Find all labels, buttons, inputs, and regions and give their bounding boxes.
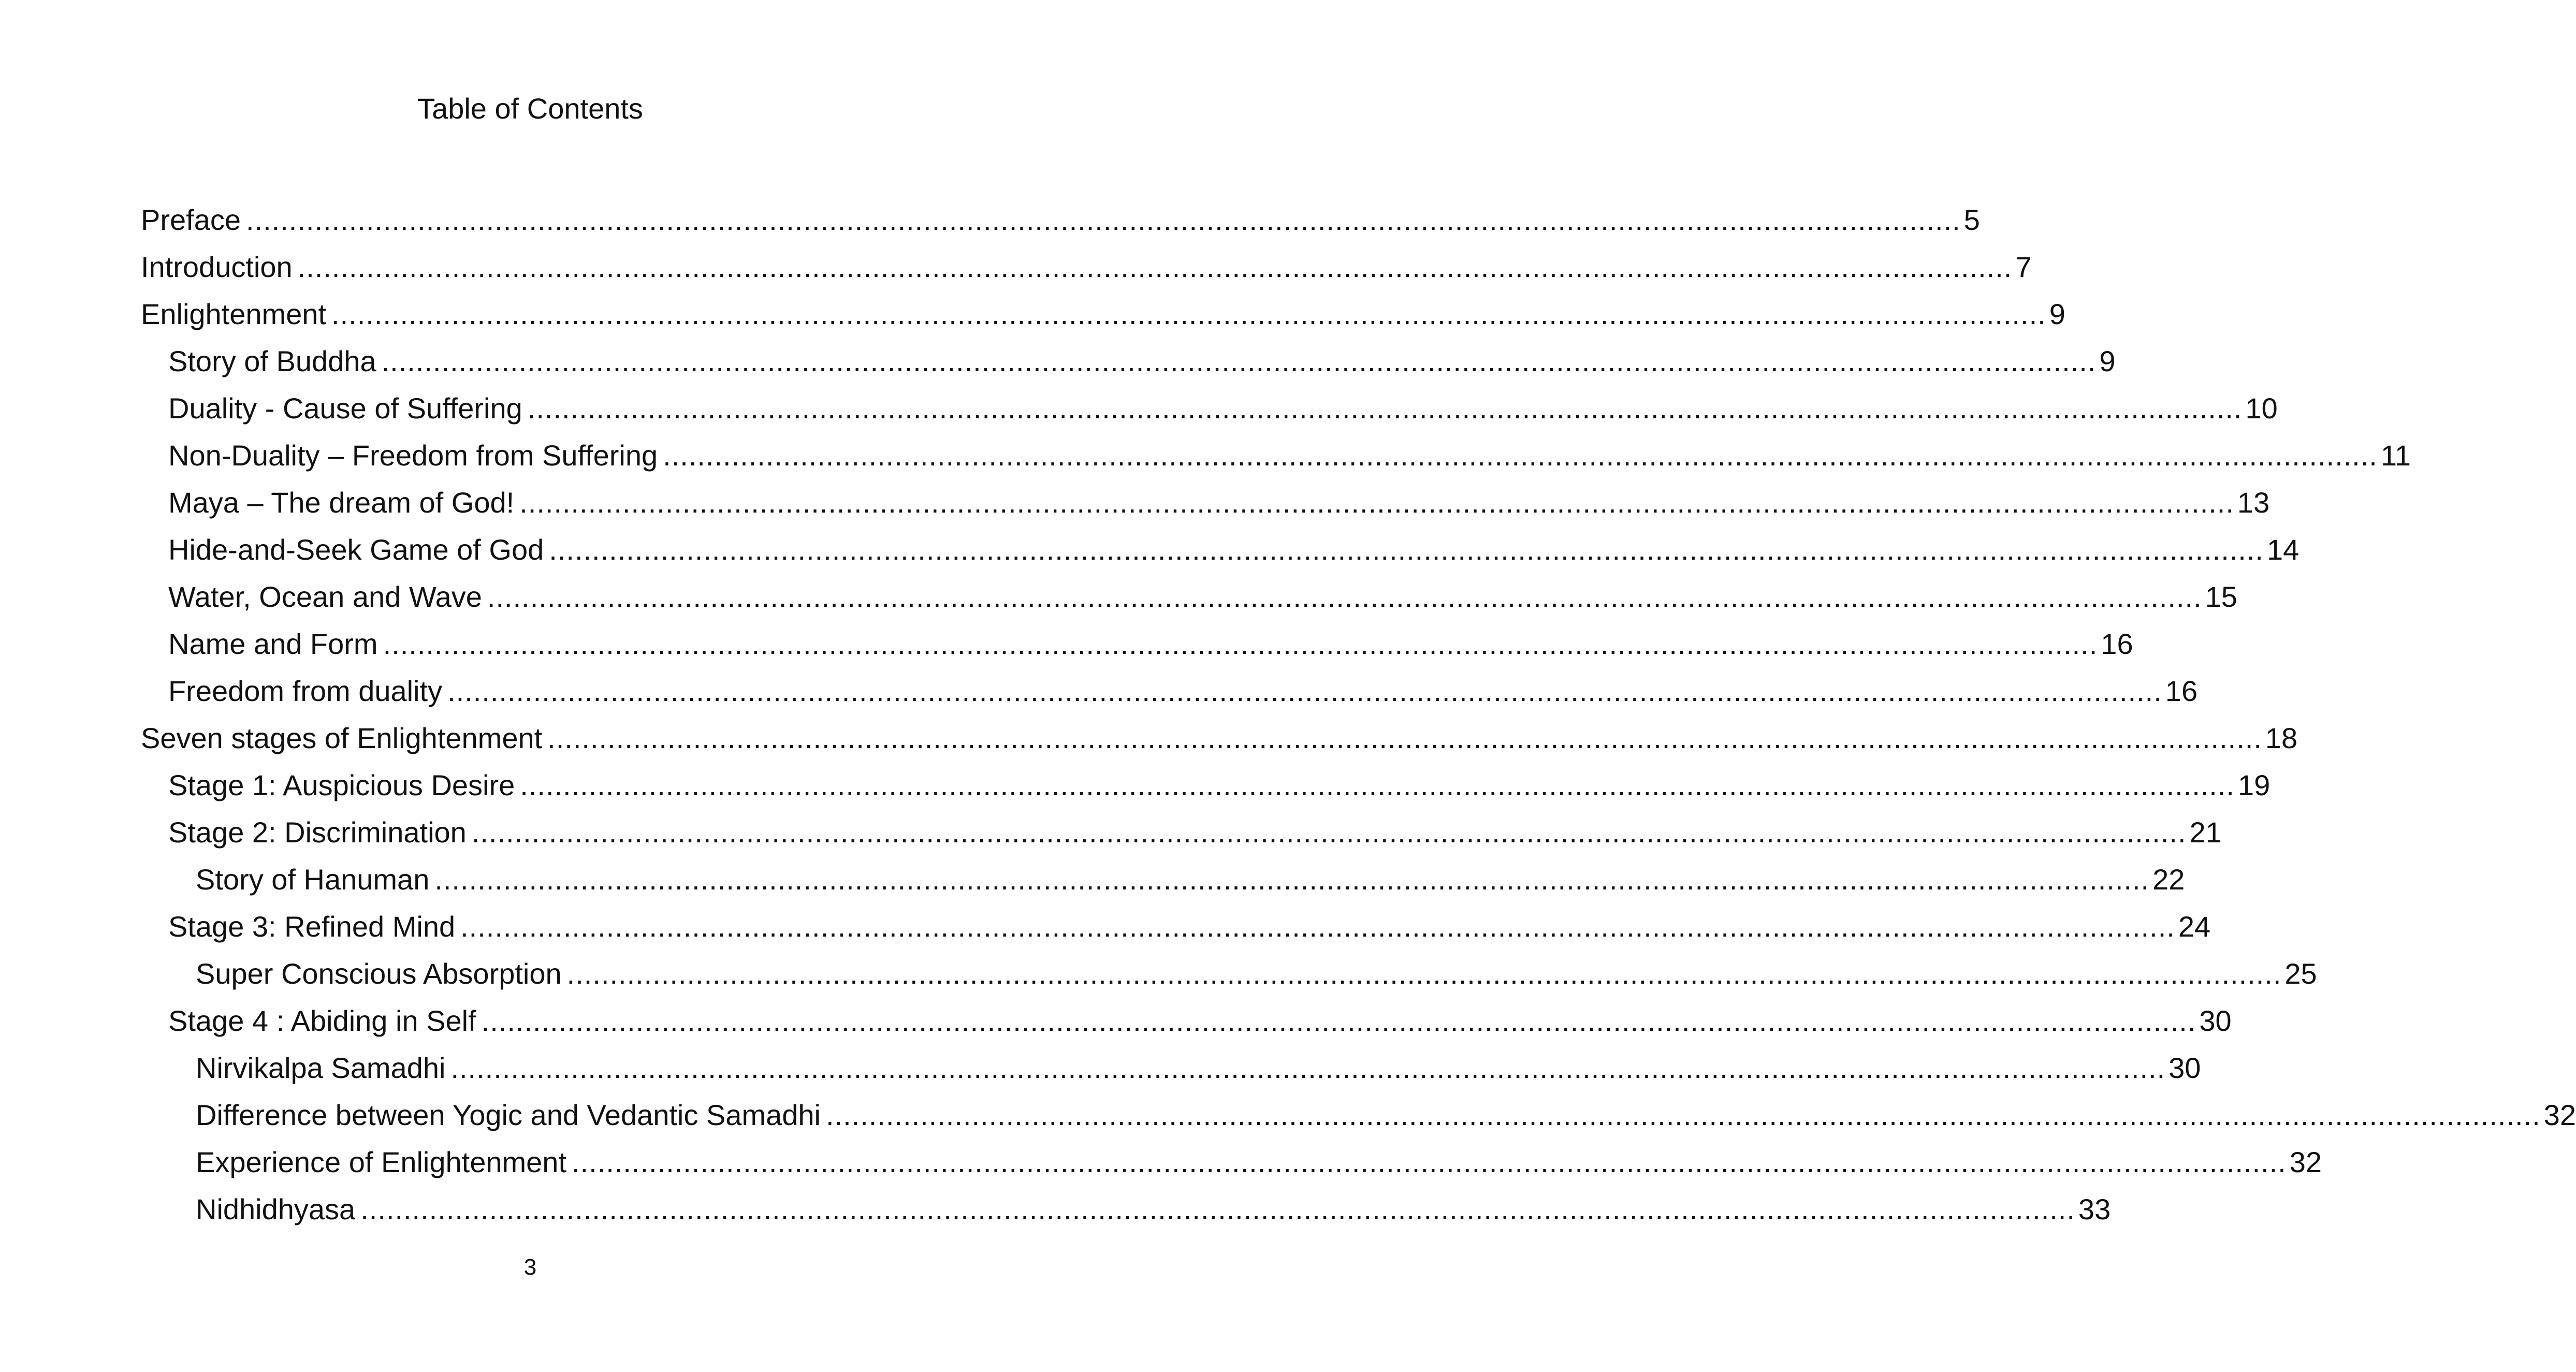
page-number: 3 (523, 1254, 537, 1280)
toc-entry-page: 11 (2380, 439, 2411, 472)
toc-dot-leader: ........................................................................................................................................................................................................ (572, 1146, 2287, 1178)
toc-entry-label: Nirvikalpa Samadhi (196, 1052, 446, 1084)
toc-entry[interactable] (141, 862, 2185, 909)
toc-entry[interactable] (141, 1144, 2322, 1191)
toc-entry[interactable] (141, 1097, 2576, 1144)
toc-entry-page: 24 (2178, 910, 2211, 943)
toc-entry-label: Story of Hanuman (196, 863, 430, 896)
toc-entry[interactable] (141, 437, 2411, 485)
toc-dot-leader: ........................................................................................................................................................................................................ (434, 863, 2150, 896)
toc-dot-leader: ........................................................................................................................................................................................................ (520, 769, 2235, 801)
toc-entry[interactable] (141, 956, 2317, 1003)
toc-entry-label: Super Conscious Absorption (196, 957, 562, 990)
toc-dot-leader: ........................................................................................................................................................................................................ (360, 1193, 2075, 1225)
toc-entry-page: 32 (2543, 1099, 2576, 1131)
toc-entry-page: 16 (2165, 675, 2198, 707)
toc-dot-leader: ........................................................................................................................................................................................................ (246, 203, 1961, 236)
toc-entry-label: Name and Form (168, 627, 378, 660)
toc-entry-label: Difference between Yogic and Vedantic Samadhi (196, 1099, 821, 1131)
toc-entry[interactable] (141, 390, 2278, 437)
toc-entry[interactable] (141, 343, 2116, 390)
toc-entry[interactable] (141, 1003, 2232, 1050)
toc-dot-leader: ........................................................................................................................................................................................................ (481, 1004, 2196, 1037)
toc-dot-leader: ........................................................................................................................................................................................................ (547, 722, 2262, 754)
toc-entry-label: Preface (141, 203, 241, 236)
toc-dot-leader: ........................................................................................................................................................................................................ (383, 627, 2098, 660)
toc-dot-leader: ........................................................................................................................................................................................................ (381, 345, 2097, 377)
toc-entry-page: 22 (2152, 863, 2185, 896)
toc-entry-label: Duality - Cause of Suffering (168, 392, 522, 425)
toc-entry[interactable] (141, 1050, 2201, 1097)
toc-entry-label: Seven stages of Enlightenment (141, 722, 543, 754)
toc-entry[interactable] (141, 532, 2300, 579)
toc-entry[interactable] (141, 720, 2298, 767)
table-of-contents (141, 202, 2576, 1238)
toc-entry[interactable] (141, 767, 2271, 814)
toc-dot-leader: ........................................................................................................................................................................................................ (331, 298, 2046, 330)
toc-dot-leader: ........................................................................................................................................................................................................ (460, 910, 2175, 943)
toc-entry-label: Non-Duality – Freedom from Suffering (168, 439, 658, 472)
toc-entry-page: 33 (2078, 1193, 2111, 1225)
toc-dot-leader: ........................................................................................................................................................................................................ (471, 816, 2187, 849)
toc-entry-label: Stage 3: Refined Mind (168, 910, 456, 943)
toc-entry-label: Nidhidhyasa (196, 1193, 356, 1225)
toc-dot-leader: ........................................................................................................................................................................................................ (566, 957, 2282, 990)
toc-entry-label: Story of Buddha (168, 345, 376, 377)
toc-dot-leader: ........................................................................................................................................................................................................ (825, 1099, 2541, 1131)
toc-entry[interactable] (141, 909, 2211, 956)
toc-entry-label: Water, Ocean and Wave (168, 580, 482, 613)
toc-entry-label: Hide-and-Seek Game of God (168, 533, 544, 566)
toc-entry[interactable] (141, 202, 1980, 249)
toc-entry-page: 7 (2015, 251, 2032, 283)
toc-dot-leader: ........................................................................................................................................................................................................ (527, 392, 2243, 425)
toc-dot-leader: ........................................................................................................................................................................................................ (519, 486, 2234, 519)
toc-entry-label: Stage 1: Auspicious Desire (168, 769, 515, 801)
toc-dot-leader: ........................................................................................................................................................................................................ (297, 251, 2013, 283)
toc-entry-label: Freedom from duality (168, 675, 443, 707)
toc-entry-label: Experience of Enlightenment (196, 1146, 566, 1178)
toc-entry-page: 9 (2049, 298, 2065, 330)
toc-entry-page: 19 (2237, 769, 2271, 801)
toc-entry-page: 25 (2284, 957, 2317, 990)
toc-entry-page: 30 (2169, 1052, 2201, 1084)
toc-dot-leader: ........................................................................................................................................................................................................ (450, 1052, 2166, 1084)
toc-entry-page: 15 (2205, 580, 2237, 613)
toc-entry[interactable] (141, 249, 2032, 296)
toc-entry-label: Introduction (141, 251, 293, 283)
toc-entry-page: 16 (2101, 627, 2133, 660)
toc-dot-leader: ........................................................................................................................................................................................................ (447, 675, 2162, 707)
toc-entry-page: 21 (2189, 816, 2222, 849)
toc-entry[interactable] (141, 485, 2270, 532)
toc-entry-label: Stage 2: Discrimination (168, 816, 467, 849)
toc-dot-leader: ........................................................................................................................................................................................................ (549, 533, 2264, 566)
toc-entry[interactable] (141, 814, 2222, 862)
toc-dot-leader: ........................................................................................................................................................................................................ (663, 439, 2378, 472)
toc-entry-page: 18 (2265, 722, 2298, 754)
toc-entry-page: 9 (2099, 345, 2116, 377)
toc-entry[interactable] (141, 626, 2133, 673)
toc-entry[interactable] (141, 296, 2065, 343)
toc-entry-page: 5 (1963, 203, 1980, 236)
toc-entry-page: 32 (2289, 1146, 2322, 1178)
toc-entry-page: 14 (2266, 533, 2300, 566)
toc-entry[interactable] (141, 1191, 2111, 1238)
toc-entry[interactable] (141, 579, 2237, 626)
toc-entry-label: Maya – The dream of God! (168, 486, 515, 519)
toc-entry-label: Enlightenment (141, 298, 327, 330)
page-title: Table of Contents (417, 92, 643, 125)
toc-entry-label: Stage 4 : Abiding in Self (168, 1004, 476, 1037)
toc-entry-page: 30 (2199, 1004, 2232, 1037)
toc-entry[interactable] (141, 673, 2198, 720)
toc-dot-leader: ........................................................................................................................................................................................................ (487, 580, 2202, 613)
toc-entry-page: 13 (2237, 486, 2270, 519)
toc-entry-page: 10 (2245, 392, 2278, 425)
